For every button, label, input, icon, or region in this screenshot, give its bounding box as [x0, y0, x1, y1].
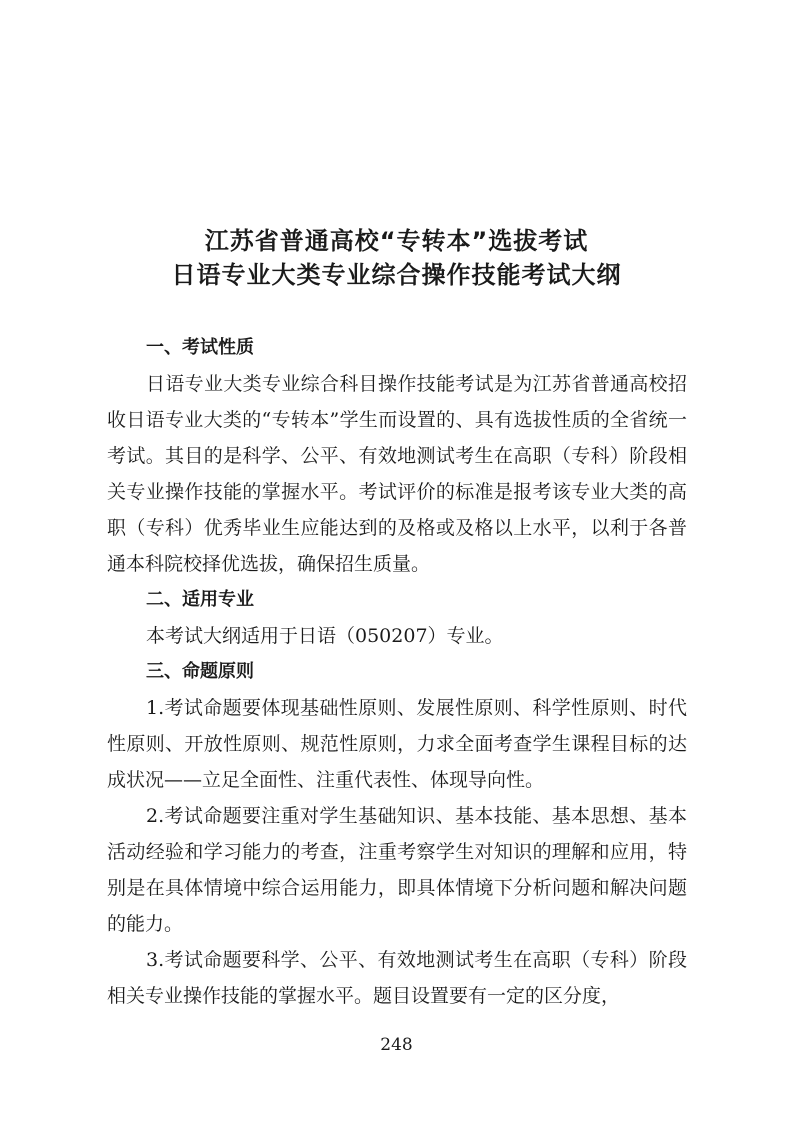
- page-number: 248: [380, 1035, 413, 1055]
- section-paragraph-nature: 日语专业大类专业综合科目操作技能考试是为江苏省普通高校招收日语专业大类的“专转本”学生而设置的、具有选拔性质的全省统一考试。其目的是科学、公平、有效地测试考生在高职（专科）阶段相关专业操作技能的掌握水平。考试评价的标准是报考该专业大类的高职（专科）优秀毕业生应能达到的及格或及格以上水平，以利于各普通本科院校择优选拔，确保招生质量。: [107, 373, 687, 575]
- section-paragraph-applicable-majors: 本考试大纲适用于日语（050207）专业。: [146, 625, 504, 647]
- section-heading-principles: 三、命题原则: [146, 661, 254, 682]
- principle-paragraph-1: 1.考试命题要体现基础性原则、发展性原则、科学性原则、时代性原则、开放性原则、规范性原则，力求全面考查学生课程目标的达成状况——立足全面性、注重代表性、体现导向性。: [107, 697, 687, 791]
- document-title-line1: 江苏省普通高校“专转本”选拔考试: [204, 227, 589, 255]
- section-heading-applicable-majors: 二、适用专业: [146, 589, 254, 610]
- document-body: [107, 330, 687, 1014]
- principle-paragraph-3: 3.考试命题要科学、公平、有效地测试考生在高职（专科）阶段相关专业操作技能的掌握水平。题目设置要有一定的区分度，: [107, 949, 687, 1007]
- principle-paragraph-2: 2.考试命题要注重对学生基础知识、基本技能、基本思想、基本活动经验和学习能力的考查，注重考察学生对知识的理解和应用，特别是在具体情境中综合运用能力，即具体情境下分析问题和解决问题的能力。: [107, 805, 687, 935]
- section-heading-nature: 一、考试性质: [146, 337, 254, 358]
- document-title-line2: 日语专业大类专业综合操作技能考试大纲: [171, 261, 622, 289]
